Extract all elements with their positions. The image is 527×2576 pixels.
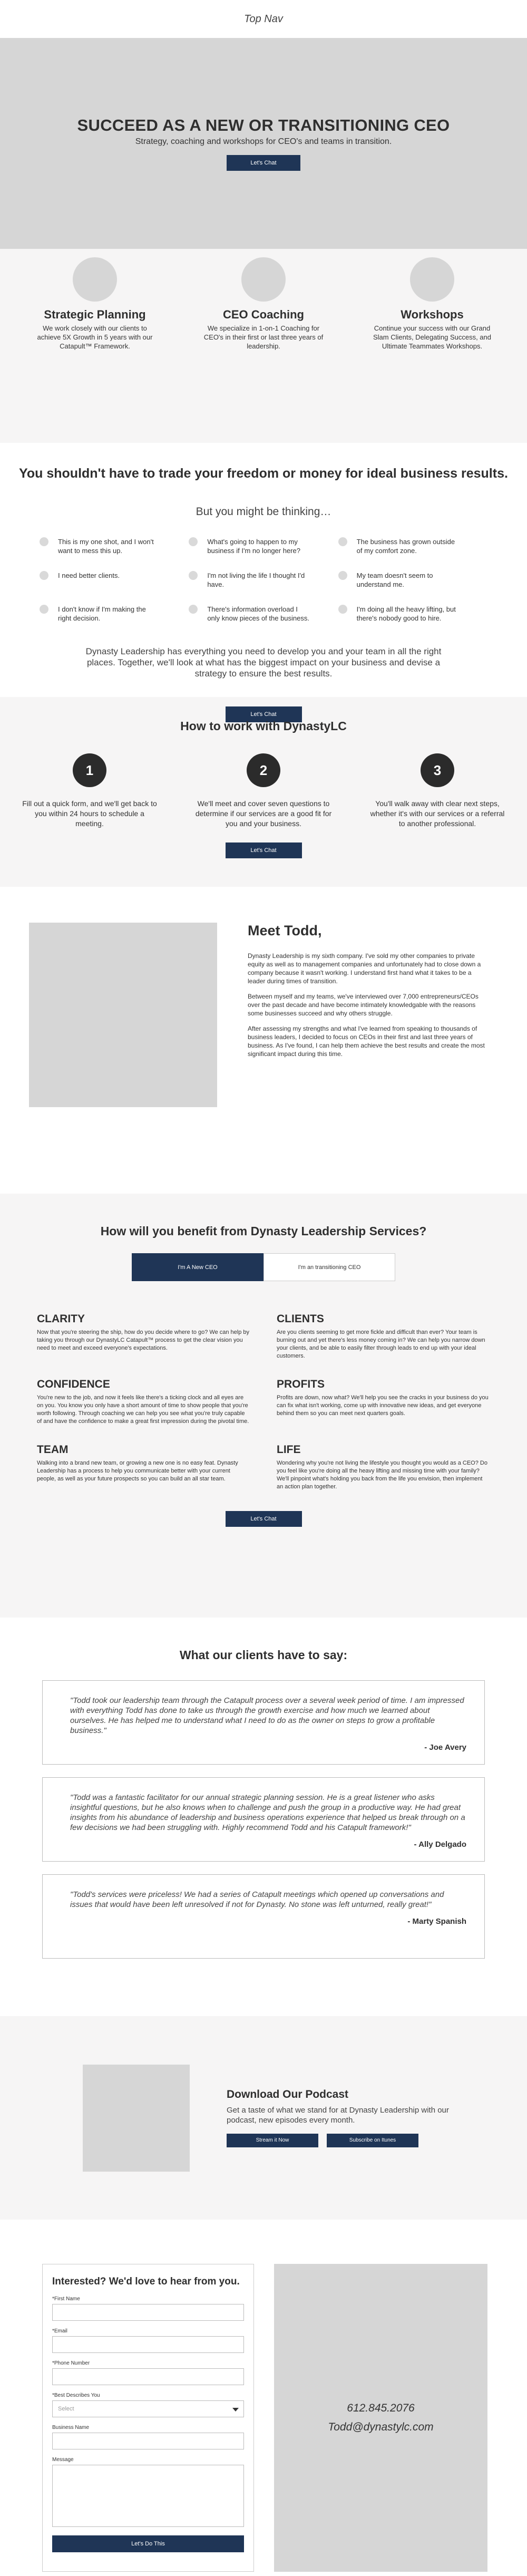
thought-text: What's going to happen to my business if I'm no longer here? — [207, 538, 300, 555]
bullet-icon — [40, 571, 48, 580]
email-label: *Email — [52, 2328, 67, 2334]
meet-title: Meet Todd, — [248, 923, 322, 938]
testimonial-quote: "Todd's services were priceless! We had a series of Catapult meetings which opened up conversations and issues that would have been left unresolved if not for Dynasty. No stone was left unturned, really great!" — [70, 1890, 444, 1909]
hero-title: SUCCEED AS A NEW OR TRANSITIONING CEO — [77, 116, 450, 134]
subscribe-itunes-button[interactable]: Subscribe on Itunes — [327, 2134, 418, 2147]
pillar-title: Strategic Planning — [44, 308, 146, 321]
meet-todd-section — [0, 887, 527, 1194]
pillar-title: Workshops — [401, 308, 464, 321]
benefit-title: TEAM — [37, 1444, 69, 1456]
bullet-icon — [338, 605, 347, 614]
first-name-label: *First Name — [52, 2296, 80, 2302]
benefit-text: Wondering why you're not living the lifestyle you thought you would as a CEO? Do you feel like you're doing all the heavy lifting and missing time with your family? We'll pinpoint what's holding you back from the life you envision, then implement an action plan together. — [277, 1460, 487, 1490]
top-nav — [0, 0, 527, 38]
testimonial-author: - Marty Spanish — [407, 1917, 466, 1926]
stream-now-button[interactable]: Stream it Now — [227, 2134, 318, 2147]
thought-text: The business has grown outside of my comfort zone. — [356, 538, 455, 555]
hero-subtitle: Strategy, coaching and workshops for CEO's and teams in transition. — [135, 137, 392, 146]
step-item — [369, 753, 506, 829]
thoughts-grid — [40, 537, 487, 623]
thought-text: I'm doing all the heavy lifting, but there's nobody good to hire. — [356, 605, 456, 622]
bullet-icon — [189, 605, 198, 614]
contact-phone[interactable]: 612.845.2076 — [347, 2402, 415, 2414]
ceo-type-tabs — [0, 1253, 527, 1281]
bullet-icon — [189, 537, 198, 546]
benefits-chat-button[interactable]: Let's Chat — [226, 1511, 302, 1527]
podcast-title: Download Our Podcast — [227, 2088, 349, 2100]
step-text: Fill out a quick form, and we'll get back to you within 24 hours to schedule a meeting. — [22, 799, 157, 828]
podcast-text — [227, 2088, 469, 2147]
hero-section — [0, 38, 527, 249]
benefit-team — [37, 1444, 250, 1491]
testimonial-quote: "Todd was a fantastic facilitator for our annual strategic planning session. He is a great listener who asks insightful questions, but he also knows when to challenge and push the group in a productive way. He had great insights from his abundance of leadership and business operations experience that helped us break through on a few decisions we had been struggling with. Highly recommend Todd and his Catapult framework!" — [70, 1793, 465, 1832]
pillar-text: Continue your success with our Grand Slam Clients, Delegating Success, and Ultimate Teammates Workshops. — [373, 324, 491, 350]
bullet-icon — [189, 571, 198, 580]
message-label: Message — [52, 2457, 74, 2463]
thought-item — [40, 605, 189, 623]
how-to-work-section — [0, 697, 527, 887]
thought-item — [40, 571, 189, 589]
meet-paragraph: After assessing my strengths and what I've learned from speaking to thousands of business leaders, I decided to focus on CEOs in their first and last three years of business. As I've found, I can help them achieve the best results and create the most significant impact during this time. — [248, 1025, 485, 1058]
tradeoff-paragraph: Dynasty Leadership has everything you need to develop you and your team in all the right places. Together, we'll look at what has the biggest impact on your business and devise a strategy to ensure the best results. — [85, 646, 442, 679]
contact-form — [42, 2264, 254, 2572]
thought-text: I don't know if I'm making the right decision. — [58, 605, 146, 622]
testimonials-section — [0, 1618, 527, 2016]
pillar-text: We specialize in 1-on-1 Coaching for CEO's in their first or last three years of leadership. — [203, 324, 324, 350]
submit-button[interactable]: Let's Do This — [52, 2535, 244, 2552]
benefit-text: Are you clients seeming to get more fickle and difficult than ever? Your team is burning out and yet there's less money coming in? We can help you narrow down your clients, and be able to easily filter through leads to end up with your ideal customers. — [277, 1329, 485, 1359]
thought-text: This is my one shot, and I won't want to mess this up. — [58, 538, 154, 555]
tab-transitioning-ceo[interactable]: I'm an transitioning CEO — [264, 1253, 395, 1281]
phone-input[interactable] — [52, 2368, 244, 2385]
top-nav-label: Top Nav — [244, 13, 283, 25]
podcast-section — [0, 2016, 527, 2220]
benefits-grid — [37, 1313, 490, 1491]
pillar-image-placeholder — [73, 257, 117, 302]
step-number: 2 — [247, 753, 280, 787]
bullet-icon — [40, 537, 48, 546]
thought-item — [189, 605, 338, 623]
benefit-text: Profits are down, now what? We'll help you see the cracks in your business do you can fix what isn't working, come up with innovative new ideas, and get everyone behind them so you can meet next quarters goals. — [277, 1394, 489, 1417]
benefit-text: Walking into a brand new team, or growing a new one is no easy feat. Dynasty Leadership has a process to help you communicate better with your current people, as well as your future prospects so you can build an all star team. — [37, 1460, 238, 1482]
step-number: 3 — [421, 753, 454, 787]
testimonials-title: What our clients have to say: — [179, 1648, 348, 1662]
pillar-title: CEO Coaching — [222, 308, 304, 321]
describes-select-value[interactable]: Select — [52, 2400, 244, 2417]
benefit-confidence — [37, 1378, 250, 1426]
pillar-text: We work closely with our clients to achieve 5X Growth in 5 years with our Catapult™ Framework. — [37, 324, 153, 350]
pillar-strategic-planning — [32, 308, 158, 443]
testimonial-author: - Joe Avery — [424, 1743, 466, 1752]
describes-label: *Best Describes You — [52, 2393, 100, 2398]
step-number: 1 — [73, 753, 106, 787]
todd-photo-placeholder — [29, 923, 217, 1107]
message-textarea[interactable] — [52, 2465, 244, 2527]
tradeoff-section — [0, 443, 527, 718]
contact-form-title: Interested? We'd love to hear from you. — [52, 2276, 240, 2287]
email-input[interactable] — [52, 2336, 244, 2353]
tradeoff-headline: You shouldn't have to trade your freedom or money for ideal business results. — [19, 466, 508, 481]
tradeoff-chat-button[interactable]: Let's Chat — [226, 706, 302, 722]
bullet-icon — [40, 605, 48, 614]
benefit-text: You're new to the job, and now it feels like there's a ticking clock and all eyes are on you. You know you only have a short amount of time to show people that you're worth following. Through coaching we can help you see what you're truly capable of and have the confidence to make a great first impression during the pivotal time. — [37, 1394, 249, 1425]
thought-text: I need better clients. — [58, 572, 120, 579]
meet-paragraph: Between myself and my teams, we've interviewed over 7,000 entrepreneurs/CEOs over the past decade and have become intimately knowledgable with the reasons some businesses succeed and why others struggle. — [248, 993, 479, 1017]
contact-email[interactable]: Todd@dynastylc.com — [328, 2421, 434, 2433]
thought-text: My team doesn't seem to understand me. — [356, 572, 433, 588]
benefit-title: PROFITS — [277, 1378, 325, 1390]
thought-item — [338, 605, 487, 623]
benefit-title: CONFIDENCE — [37, 1378, 110, 1390]
benefit-profits — [277, 1378, 490, 1426]
thought-item — [189, 537, 338, 555]
thought-item — [338, 571, 487, 589]
benefit-clients — [277, 1313, 490, 1360]
bullet-icon — [338, 571, 347, 580]
caret-down-icon — [232, 2408, 239, 2412]
thought-text: I'm not living the life I thought I'd have. — [207, 572, 305, 588]
tab-new-ceo[interactable]: I'm A New CEO — [132, 1253, 264, 1281]
podcast-buttons — [227, 2134, 469, 2147]
thought-item — [40, 537, 189, 555]
step-text: You'll walk away with clear next steps, whether it's with our services or a referral to another professional. — [370, 799, 505, 828]
first-name-input[interactable] — [52, 2304, 244, 2321]
contact-section — [0, 2220, 527, 2547]
business-input[interactable] — [52, 2433, 244, 2449]
benefits-cta — [0, 1511, 527, 1527]
benefit-life — [277, 1444, 490, 1491]
benefits-title: How will you benefit from Dynasty Leadership Services? — [100, 1224, 427, 1238]
benefit-title: CLIENTS — [277, 1313, 324, 1325]
phone-label: *Phone Number — [52, 2360, 90, 2366]
howto-chat-button[interactable]: Let's Chat — [226, 842, 302, 858]
thought-item — [338, 537, 487, 555]
step-item — [195, 753, 332, 829]
hero-chat-button[interactable]: Let's Chat — [227, 155, 300, 171]
describes-select[interactable] — [52, 2400, 244, 2417]
podcast-description: Get a taste of what we stand for at Dynasty Leadership with our podcast, new episodes every month. — [227, 2106, 449, 2125]
testimonial-author: - Ally Delgado — [414, 1840, 466, 1849]
tradeoff-subheading: But you might be thinking… — [196, 506, 331, 518]
howto-title: How to work with DynastyLC — [180, 719, 347, 733]
services-pillars — [0, 249, 527, 443]
step-text: We'll meet and cover seven questions to determine if our services are a good fit for you and your business. — [195, 799, 332, 828]
podcast-image-placeholder — [83, 2065, 190, 2172]
pillar-image-placeholder — [410, 257, 454, 302]
testimonial-quote: "Todd took our leadership team through the Catapult process over a several week period of time. I am impressed with everything Todd has done to take us through the growth exercise and how much we learned about ourselves. He has helped me to understand what I need to do as the owner on steps to grow a profitable business." — [70, 1696, 464, 1735]
benefit-title: CLARITY — [37, 1313, 85, 1325]
benefit-title: LIFE — [277, 1444, 301, 1456]
testimonial-card — [42, 1777, 485, 1862]
bullet-icon — [338, 537, 347, 546]
thought-text: There's information overload I only know pieces of the business. — [207, 605, 309, 622]
testimonial-card — [42, 1680, 485, 1765]
benefit-clarity — [37, 1313, 250, 1360]
meet-paragraph: Dynasty Leadership is my sixth company. I've sold my other companies to private equity as well as to management companies and unfortunately had to close down a company because it wasn't working. I understand first hand what it takes to be a leader during times of transition. — [248, 952, 481, 985]
benefit-text: Now that you're steering the ship, how do you decide where to go? We can help by taking you through our DynastyLC Catapult™ process to get the clear vision you need to meet and exceed everyone's expectations. — [37, 1329, 250, 1351]
step-item — [21, 753, 158, 829]
pillar-workshops — [369, 308, 495, 443]
benefits-section — [0, 1194, 527, 1618]
meet-todd-text — [248, 923, 485, 1194]
contact-info-box — [274, 2264, 487, 2572]
pillar-ceo-coaching — [200, 308, 327, 443]
testimonial-card — [42, 1874, 485, 1959]
thought-item — [189, 571, 338, 589]
pillar-image-placeholder — [241, 257, 286, 302]
business-label: Business Name — [52, 2425, 90, 2430]
steps-list — [21, 753, 506, 829]
